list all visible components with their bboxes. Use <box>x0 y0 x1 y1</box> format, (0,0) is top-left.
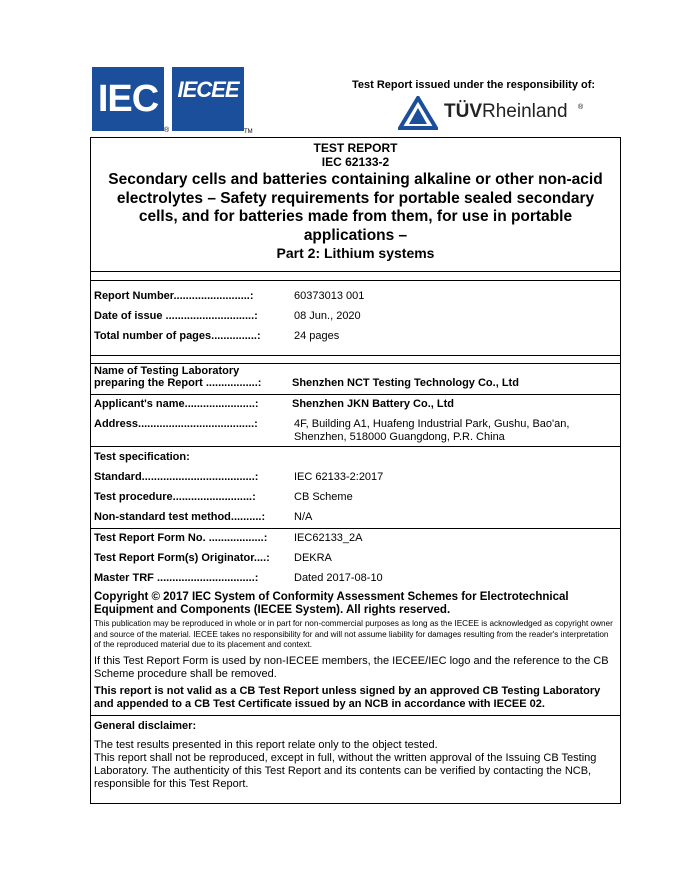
originator-value: DEKRA <box>294 552 332 564</box>
address-line1: 4F, Building A1, Huafeng Industrial Park, Gushu, Bao'an, <box>294 418 570 430</box>
address-label: Address......................................: <box>94 418 258 430</box>
validity-notice: This report is not valid as a CB Test Report unless signed by an approved CB Testing Laboratory and appended to a CB Test Certificate issued by an NCB in accordance with IECEE 02. <box>94 685 601 710</box>
title-block <box>92 141 619 262</box>
form-no-value: IEC62133_2A <box>294 532 363 544</box>
iecee-trademark: TM <box>244 129 253 135</box>
standard-label: Standard.....................................: <box>94 471 259 483</box>
date-of-issue-label: Date of issue .............................: <box>94 310 258 322</box>
iec-registered-mark: ® <box>164 127 170 134</box>
tuv-triangle-icon <box>398 96 438 130</box>
test-procedure-value: CB Scheme <box>294 491 353 503</box>
tuv-logo-part1: TÜV <box>444 101 482 122</box>
standard-part: Part 2: Lithium systems <box>276 245 435 261</box>
non-member-notice: If this Test Report Form is used by non-IECEE members, the IECEE/IEC logo and the reference to the CB Scheme procedure shall be removed. <box>94 655 609 680</box>
lab-label-line2: preparing the Report .................: <box>94 377 262 389</box>
report-number-label: Report Number.........................: <box>94 290 254 302</box>
originator-label: Test Report Form(s) Originator....: <box>94 552 270 564</box>
applicant-name-value: Shenzhen JKN Battery Co., Ltd <box>292 398 454 410</box>
divider-title <box>90 271 621 272</box>
disclaimer-text2: This report shall not be reproduced, except in full, without the written approval of the Issuing CB Testing Laboratory. The authenticity of this Test Report and its contents can be verified by contacting the NCB, responsible for this Test Report. <box>94 752 597 790</box>
form-no-label: Test Report Form No. ..................: <box>94 532 268 544</box>
divider-report-bottom <box>90 355 621 356</box>
report-number-value: 60373013 001 <box>294 290 365 302</box>
copyright-notice: Copyright © 2017 IEC System of Conformity Assessment Schemes for Electrotechnical Equipment and Components (IECEE System). All rights reserved. <box>94 591 569 616</box>
master-trf-label: Master TRF ................................: <box>94 572 259 584</box>
tuv-rheinland-logo <box>444 101 568 123</box>
master-trf-value: Dated 2017-08-10 <box>294 572 383 584</box>
disclaimer-text1: The test results presented in this report relate only to the object tested. <box>94 739 438 751</box>
tuv-logo-part2: Rheinland <box>482 101 568 122</box>
address-line2: Shenzhen, 518000 Guangdong, P.R. China <box>294 431 505 443</box>
disclaimer-heading: General disclaimer: <box>94 720 197 732</box>
iecee-logo: IECEE <box>172 67 244 131</box>
test-procedure-label: Test procedure..........................: <box>94 491 256 503</box>
divider-disclaimer <box>90 715 621 716</box>
applicant-name-label: Applicant's name.......................: <box>94 398 259 410</box>
date-of-issue-value: 08 Jun., 2020 <box>294 310 361 322</box>
standard-description: Secondary cells and batteries containing alkaline or other non-acid electrolytes – Safety requirements for portable sealed secondary cells, and for batteries made from them, for use in portable applications – <box>108 171 603 244</box>
non-standard-value: N/A <box>294 511 313 523</box>
divider-report-top <box>90 280 621 281</box>
divider-form <box>90 528 621 529</box>
divider-applicant <box>90 394 621 395</box>
total-pages-value: 24 pages <box>294 330 340 342</box>
doc-type-title: TEST REPORT <box>313 141 398 155</box>
standard-value: IEC 62133-2:2017 <box>294 471 384 483</box>
publication-notice: This publication may be reproduced in whole or in part for non-commercial purposes as long as the IECEE is acknowledged as copyright owner and source of the material. IECEE takes no responsibility for and will not assume liability for damages resulting from the reader's interpretation of the reproduced material due to its placement and context. <box>94 619 613 649</box>
non-standard-label: Non-standard test method..........: <box>94 511 266 523</box>
total-pages-label: Total number of pages...............: <box>94 330 261 342</box>
iec-logo: IEC <box>92 67 164 131</box>
test-spec-heading: Test specification: <box>94 451 190 463</box>
lab-name-value: Shenzhen NCT Testing Technology Co., Ltd <box>292 377 519 389</box>
responsibility-note: Test Report issued under the responsibility of: <box>352 79 596 91</box>
divider-lab-top <box>90 363 621 364</box>
divider-spec <box>90 446 621 447</box>
tuv-registered-mark: ® <box>578 104 584 111</box>
lab-label-line1: Name of Testing Laboratory <box>94 365 240 377</box>
standard-title: IEC 62133-2 <box>321 155 390 169</box>
